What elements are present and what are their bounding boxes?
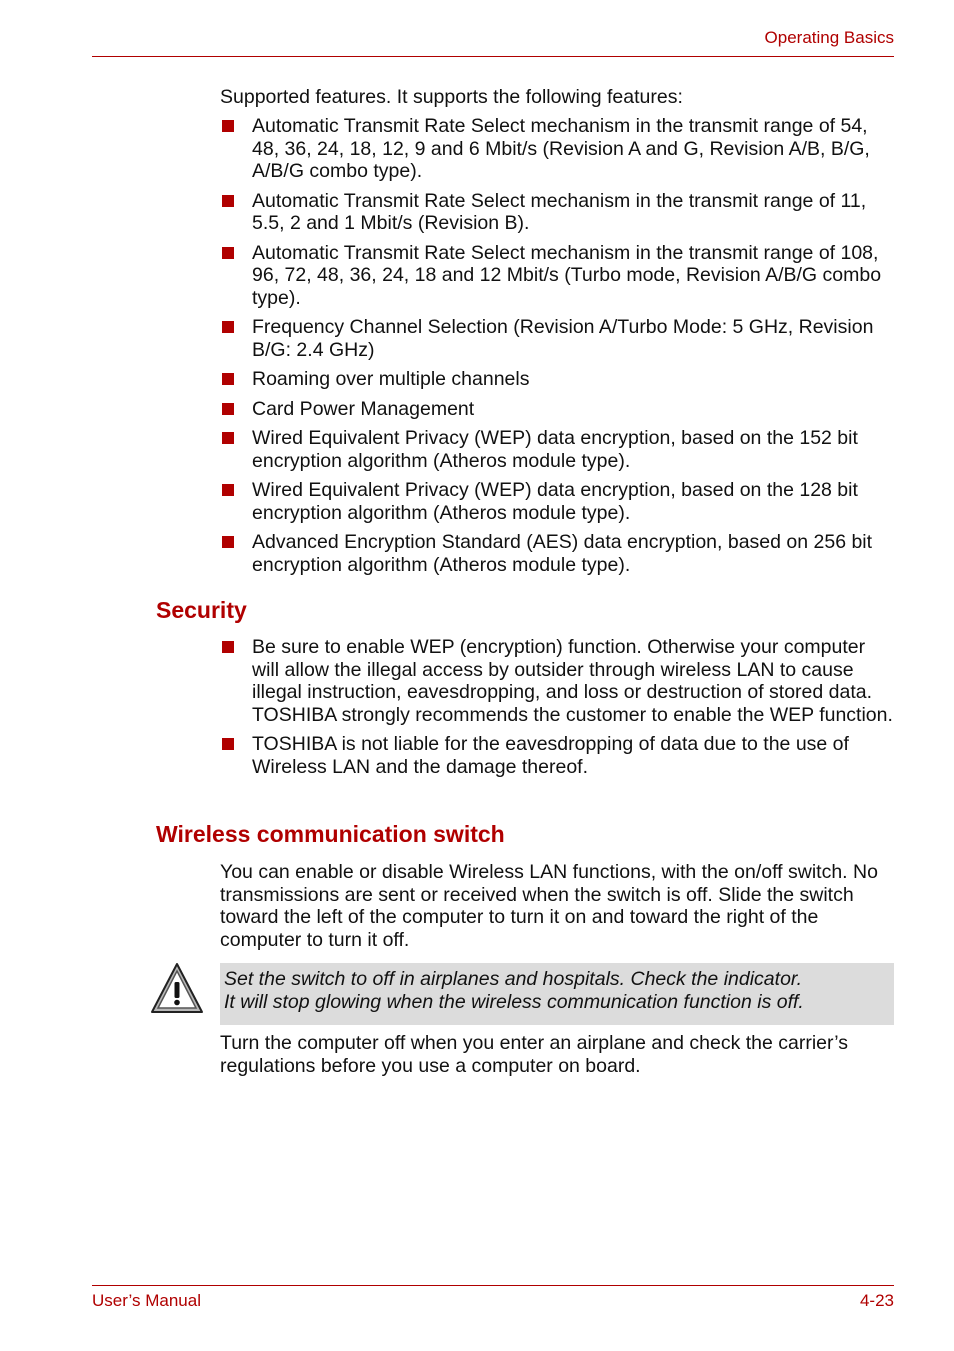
warning-note-text xyxy=(224,968,886,1014)
list-item: Be sure to enable WEP (encryption) function. Otherwise your computer will allow the illegal access by outsider through wireless LAN to cause illegal instruction, eavesdropping, and loss or destruction of stored data. TOSHIBA strongly recommends the customer to enable the WEP function. xyxy=(220,636,896,726)
list-item: Automatic Transmit Rate Select mechanism in the transmit range of 11, 5.5, 2 and 1 Mbit/s (Revision B). xyxy=(220,190,896,235)
wireless-switch-paragraph: You can enable or disable Wireless LAN functions, with the on/off switch. No transmissions are sent or received when the switch is off. Slide the switch toward the left of the computer to turn it on and toward the right of the computer to turn it off. xyxy=(220,861,878,951)
wireless-switch-heading: Wireless communication switch xyxy=(156,821,505,847)
page-header-title: Operating Basics xyxy=(764,28,894,47)
header-divider xyxy=(92,56,894,57)
features-list xyxy=(220,115,896,576)
footer-manual-title: User’s Manual xyxy=(92,1291,201,1310)
footer-divider xyxy=(92,1285,894,1286)
security-heading: Security xyxy=(156,597,247,623)
list-item: Advanced Encryption Standard (AES) data encryption, based on 256 bit encryption algorithm (Atheros module type). xyxy=(220,531,896,576)
list-item: Automatic Transmit Rate Select mechanism in the transmit range of 108, 96, 72, 48, 36, 24, 18 and 12 Mbit/s (Turbo mode, Revision A/B/G combo type). xyxy=(220,242,896,310)
security-list xyxy=(220,636,896,778)
page-number: 4-23 xyxy=(859,1291,894,1310)
list-item: Automatic Transmit Rate Select mechanism in the transmit range of 54, 48, 36, 24, 18, 12, 9 and 6 Mbit/s (Revision A and G, Revision A/B, B/G, A/B/G combo type). xyxy=(220,115,896,183)
list-item: Frequency Channel Selection (Revision A/Turbo Mode: 5 GHz, Revision B/G: 2.4 GHz) xyxy=(220,316,896,361)
list-item: Wired Equivalent Privacy (WEP) data encryption, based on the 128 bit encryption algorithm (Atheros module type). xyxy=(220,479,896,524)
intro-paragraph: Supported features. It supports the following features: xyxy=(220,86,683,108)
list-item: TOSHIBA is not liable for the eavesdropping of data due to the use of Wireless LAN and the damage thereof. xyxy=(220,733,896,778)
warning-note-line-2: It will stop glowing when the wireless communication function is off. xyxy=(224,991,804,1013)
closing-paragraph: Turn the computer off when you enter an airplane and check the carrier’s regulations before you use a computer on board. xyxy=(220,1032,848,1077)
warning-icon xyxy=(150,962,204,1016)
list-item: Roaming over multiple channels xyxy=(220,368,896,391)
list-item: Card Power Management xyxy=(220,398,896,421)
warning-note-line-1: Set the switch to off in airplanes and hospitals. Check the indicator. xyxy=(224,968,803,990)
warning-note xyxy=(220,963,894,1025)
list-item: Wired Equivalent Privacy (WEP) data encryption, based on the 152 bit encryption algorithm (Atheros module type). xyxy=(220,427,896,472)
